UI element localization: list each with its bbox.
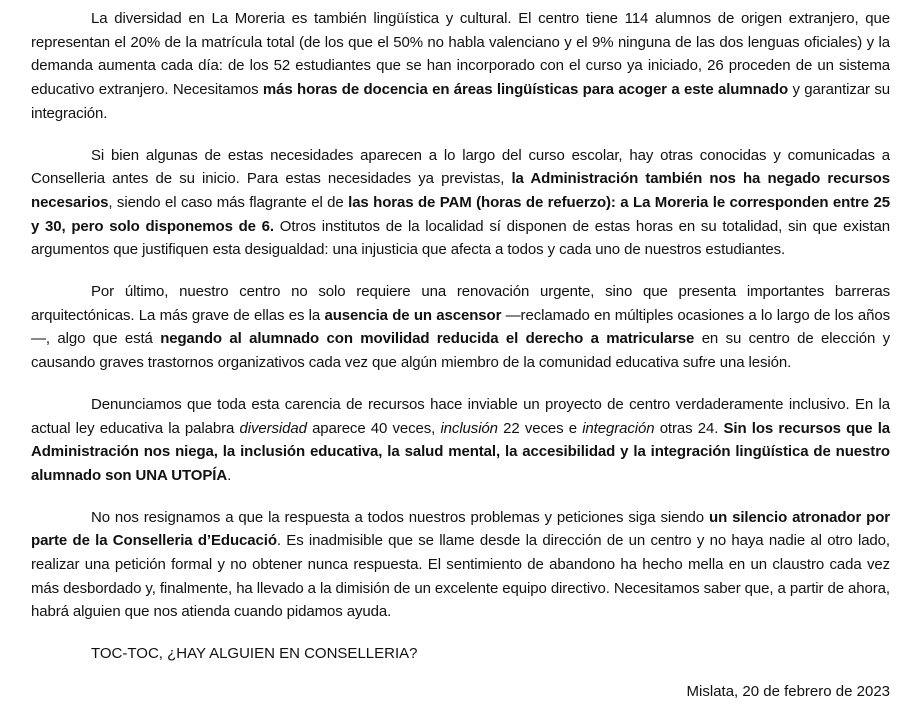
closing-question: TOC-TOC, ¿HAY ALGUIEN EN CONSELLERIA? [91, 645, 418, 663]
emphasis-bold-text: Sin los recursos que la Administración nos niega, la inclusión educativa, la salud mental, la accesibilidad y la integración lingüística de nuestro alumnado son UNA UTOPÍA [31, 419, 891, 484]
body-text: 22 veces e [497, 419, 583, 437]
emphasis-italic-text: inclusión [440, 419, 498, 437]
body-text: otras 24. [654, 419, 724, 437]
place-date-signature: Mislata, 20 de febrero de 2023 [686, 682, 890, 700]
emphasis-bold-text: más horas de docencia en áreas lingüísticas para acoger a este alumnado [262, 81, 789, 99]
paragraph-diversity [31, 7, 890, 126]
body-text: Por último, nuestro centro no solo requiere una renovación urgente, sino que presenta importantes barreras arquitectónicas. La más grave de ellas es la [31, 283, 890, 324]
emphasis-bold-text: negando al alumnado con movilidad reducida el derecho a matricularse [160, 330, 695, 348]
emphasis-bold-text: las horas de PAM (horas de refuerzo): a La Moreria le corresponden entre 25 y 30, pero solo disponemos de 6. [31, 193, 890, 235]
body-text: Otros institutos de la localidad sí disponen de estas horas en su totalidad, sin que existan argumentos que justifiquen esta desigualdad: una injusticia que afecta a todos y cada uno de nuestros estudiantes. [31, 217, 891, 259]
letter-body [31, 7, 890, 704]
body-text: —reclamado en múltiples ocasiones a lo largo de los años—, algo que está [31, 306, 890, 348]
paragraph-conselleria-silence [31, 506, 890, 625]
body-text: Denunciamos que toda esta carencia de recursos hace inviable un proyecto de centro verdaderamente inclusivo. En la actual ley educativa la palabra [31, 395, 890, 437]
paragraph-pam-hours [31, 144, 890, 263]
emphasis-bold-text: un silencio atronador por parte de la Conselleria d’Educació [31, 508, 890, 550]
emphasis-bold-text: la Administración también nos ha negado recursos necesarios [31, 170, 890, 211]
emphasis-italic-text: diversidad [239, 419, 307, 437]
body-text: No nos resignamos a que la respuesta a todos nuestros problemas y peticiones siga siendo [91, 508, 709, 526]
body-text: en su centro de elección y causando graves trastornos organizativos cada vez que algún miembro de la comunidad educativa sufre una lesión. [31, 330, 890, 372]
body-text: . Es inadmisible que se llame desde la dirección de un centro y no haya nadie al otro lado, realizar una petición formal y no obtener nunca respuesta. El sentimiento de abandono ha hecho mella en un claustro cada vez más desbordado y, finalmente, ha llevado a la dimisión de un excelente equipo directivo. Necesitamos saber que, a partir de ahora, habrá alguien que nos atienda cuando pidamos ayuda. [31, 532, 890, 621]
body-text: , siendo el caso más flagrante el de [108, 193, 349, 211]
body-text: y garantizar su integración. [31, 81, 891, 122]
emphasis-italic-text: integración [582, 419, 655, 437]
body-text: Si bien algunas de estas necesidades aparecen a lo largo del curso escolar, hay otras conocidas y comunicadas a Conselleria antes de su inicio. Para estas necesidades ya previstas, [31, 146, 890, 188]
body-text: La diversidad en La Moreria es también lingüística y cultural. El centro tiene 114 alumnos de origen extranjero, que representan el 20% de la matrícula total (de los que el 50% no habla valenciano y el 9% ninguna de las dos lenguas oficiales) y la demanda aumenta cada día: de los 52 estudiantes que se han incorporado con el curso ya iniciado, 26 proceden de un sistema educativo extranjero. Necesitamos [31, 10, 890, 99]
emphasis-bold-text: ausencia de un ascensor [324, 306, 502, 324]
body-text: . [227, 466, 232, 484]
paragraph-architectural-barriers [31, 280, 890, 375]
paragraph-inclusion [31, 393, 890, 488]
body-text: aparece 40 veces, [306, 419, 441, 437]
